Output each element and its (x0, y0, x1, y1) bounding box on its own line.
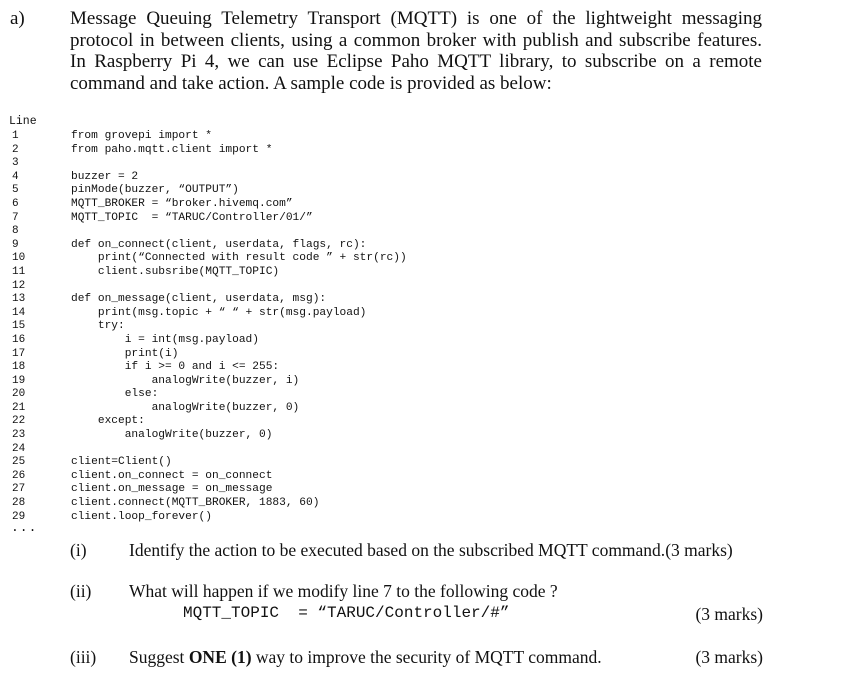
line-number: 29 (12, 510, 26, 523)
line-number: 27 (12, 483, 26, 496)
line-number: 2 (12, 143, 19, 156)
code-line: analogWrite(buzzer, 0) (71, 429, 273, 442)
line-number: 9 (12, 238, 19, 251)
code-line: buzzer = 2 (71, 170, 139, 183)
code-line: print(i) (71, 347, 179, 360)
code-line: def on_message(client, userdata, msg): (71, 293, 327, 306)
line-number: 12 (12, 279, 26, 292)
line-number: 11 (12, 265, 26, 278)
line-number: 17 (12, 347, 26, 360)
code-line: pinMode(buzzer, “OUTPUT”) (71, 184, 239, 197)
line-number: 24 (12, 442, 26, 455)
code-line: i = int(msg.payload) (71, 333, 259, 346)
code-line: client.subsribe(MQTT_TOPIC) (71, 265, 280, 278)
line-number: 19 (12, 374, 26, 387)
subquestion-number: (ii) (70, 581, 92, 601)
line-number: 10 (12, 252, 26, 265)
line-number: 21 (12, 401, 26, 414)
modified-topic-code: MQTT_TOPIC = “TARUC/Controller/#” (183, 604, 510, 622)
code-line: except: (71, 415, 145, 428)
line-column-header: Line (9, 115, 37, 128)
subquestion-text: Suggest ONE (1) way to improve the security of MQTT command. (129, 647, 602, 667)
line-number: 22 (12, 415, 26, 428)
code-line (71, 157, 407, 171)
subquestion-number: (iii) (70, 647, 97, 667)
code-line: MQTT_BROKER = “broker.hivemq.com” (71, 197, 293, 210)
marks: (3 marks) (665, 540, 733, 560)
code-line: analogWrite(buzzer, 0) (71, 401, 300, 414)
line-number: 23 (12, 429, 26, 442)
code-line: def on_connect(client, userdata, flags, rc): (71, 238, 367, 251)
code-line (71, 280, 407, 294)
line-number: 4 (12, 170, 19, 183)
marks: (3 marks) (695, 647, 763, 667)
line-number: 20 (12, 388, 26, 401)
code-line: if i >= 0 and i <= 255: (71, 361, 280, 374)
subquestion-number: (i) (70, 540, 87, 560)
code-block (71, 130, 407, 524)
code-line: client.loop_forever() (71, 510, 212, 523)
question-intro: Message Queuing Telemetry Transport (MQTT) is one of the lightweight messaging protocol in between clients, using a common broker with publish and subscribe features. In Raspberry Pi 4, we can use Eclipse Paho MQTT library, to subscribe on a remote command and take action. A sample code is provided as below: (70, 8, 762, 94)
line-number: 1 (12, 130, 19, 142)
code-line (71, 225, 407, 239)
line-number: 14 (12, 306, 26, 319)
line-number: 16 (12, 333, 26, 346)
line-number: 25 (12, 456, 26, 469)
question-label: a) (10, 8, 25, 29)
code-line (71, 443, 407, 457)
line-number: 13 (12, 293, 26, 306)
code-line: print(msg.topic + “ “ + str(msg.payload) (71, 306, 367, 319)
code-line: from grovepi import * (71, 130, 212, 142)
subquestion-text: Identify the action to be executed based on the subscribed MQTT command.(3 marks) (129, 540, 733, 560)
code-line: MQTT_TOPIC = “TARUC/Controller/01/” (71, 211, 313, 224)
emphasis: ONE (1) (188, 647, 252, 667)
line-number: 5 (12, 184, 19, 197)
line-number: 7 (12, 211, 19, 224)
code-line: print(“Connected with result code ” + str(rc)) (71, 252, 407, 265)
code-line: from paho.mqtt.client import * (71, 143, 273, 156)
code-line: client.on_connect = on_connect (71, 469, 273, 482)
code-line: else: (71, 388, 159, 401)
marks: (3 marks) (695, 604, 763, 624)
line-number: 8 (12, 225, 19, 238)
code-line: client.on_message = on_message (71, 483, 273, 496)
line-number-list (12, 130, 25, 524)
line-continuation-ellipsis: ... (11, 520, 38, 535)
line-number: 15 (12, 320, 26, 333)
line-number: 6 (12, 197, 19, 210)
code-line: analogWrite(buzzer, i) (71, 374, 300, 387)
code-line: try: (71, 320, 125, 333)
line-number: 18 (12, 361, 26, 374)
line-number: 28 (12, 497, 26, 510)
line-number: 26 (12, 469, 26, 482)
code-line: client=Client() (71, 456, 172, 469)
subquestion-text: What will happen if we modify line 7 to the following code ? (129, 581, 558, 601)
code-line: client.connect(MQTT_BROKER, 1883, 60) (71, 497, 320, 510)
line-number: 3 (12, 157, 19, 170)
